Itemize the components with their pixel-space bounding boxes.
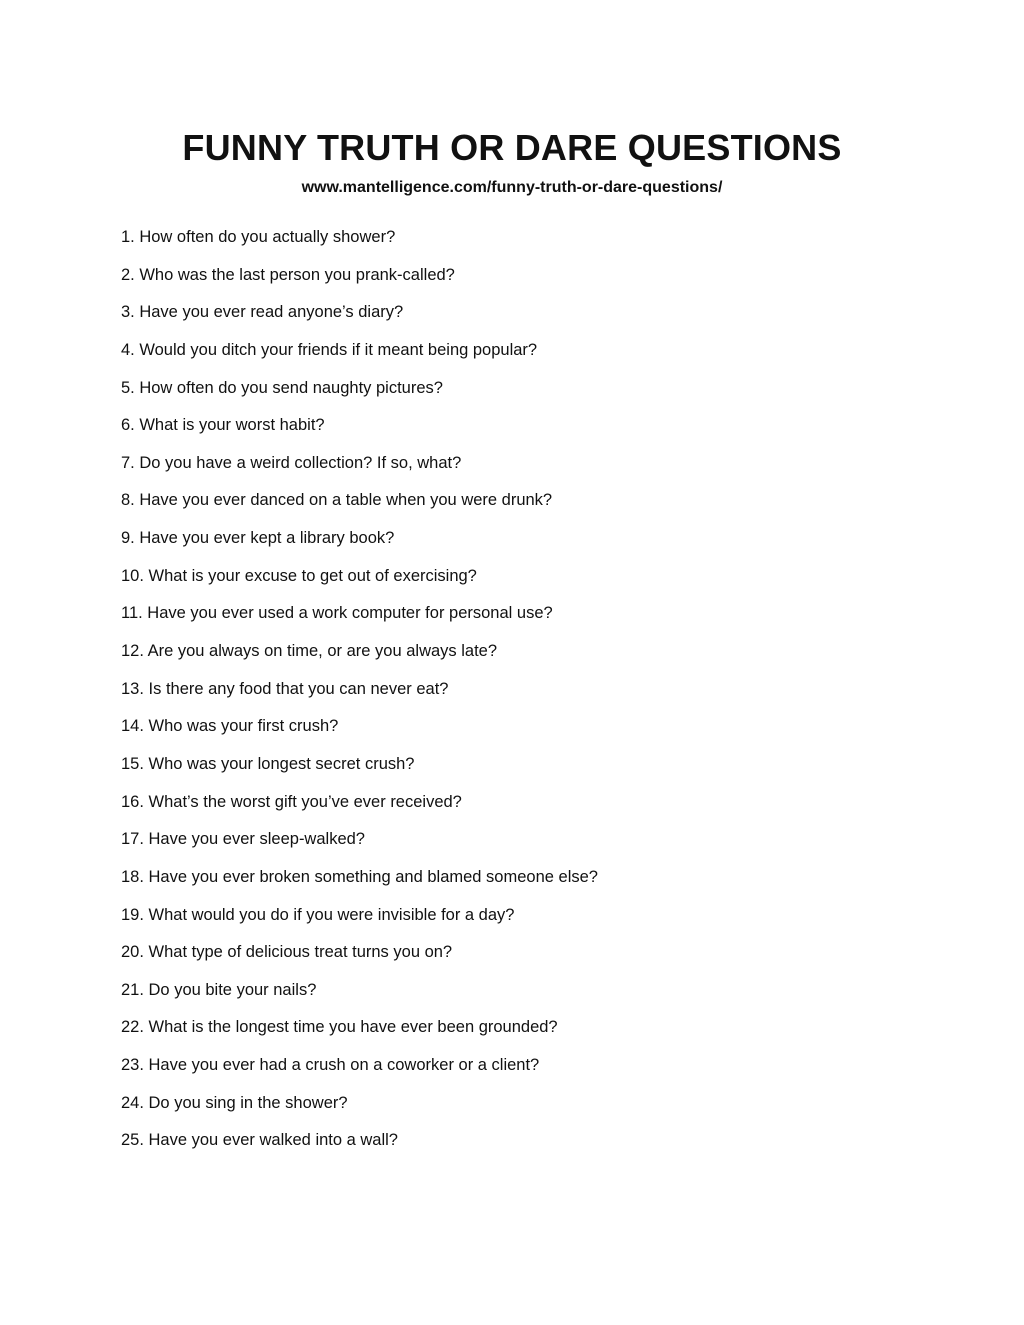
page-title: FUNNY TRUTH OR DARE QUESTIONS [182, 127, 842, 168]
list-item: 13. Is there any food that you can never eat? [121, 679, 449, 698]
list-item: 17. Have you ever sleep-walked? [121, 830, 365, 849]
list-item: 24. Do you sing in the shower? [121, 1093, 348, 1112]
list-item: 11. Have you ever used a work computer for personal use? [121, 604, 553, 623]
list-item: 7. Do you have a weird collection? If so, what? [121, 453, 462, 472]
list-item: 25. Have you ever walked into a wall? [121, 1131, 398, 1150]
list-item: 20. What type of delicious treat turns you on? [121, 943, 453, 962]
list-item: 22. What is the longest time you have ever been grounded? [121, 1018, 558, 1037]
list-item: 5. How often do you send naughty pictures? [121, 378, 443, 397]
list-item: 10. What is your excuse to get out of exercising? [121, 566, 477, 585]
list-item: 8. Have you ever danced on a table when you were drunk? [121, 491, 553, 510]
list-item: 14. Who was your first crush? [121, 717, 339, 736]
list-item: 19. What would you do if you were invisible for a day? [121, 905, 515, 924]
list-item: 2. Who was the last person you prank-called? [121, 265, 455, 284]
list-item: 3. Have you ever read anyone’s diary? [121, 303, 404, 322]
question-list [121, 226, 921, 1167]
list-item: 15. Who was your longest secret crush? [121, 754, 415, 773]
list-item: 9. Have you ever kept a library book? [121, 529, 395, 548]
list-item: 21. Do you bite your nails? [121, 980, 317, 999]
list-item: 12. Are you always on time, or are you always late? [121, 642, 498, 661]
list-item: 6. What is your worst habit? [121, 416, 325, 435]
list-item: 16. What’s the worst gift you’ve ever received? [121, 792, 462, 811]
list-item: 4. Would you ditch your friends if it meant being popular? [121, 340, 538, 359]
source-url: www.mantelligence.com/funny-truth-or-dare-questions/ [301, 179, 723, 196]
list-item: 23. Have you ever had a crush on a coworker or a client? [121, 1056, 540, 1075]
list-item: 1. How often do you actually shower? [121, 228, 396, 246]
list-item: 18. Have you ever broken something and blamed someone else? [121, 867, 598, 886]
